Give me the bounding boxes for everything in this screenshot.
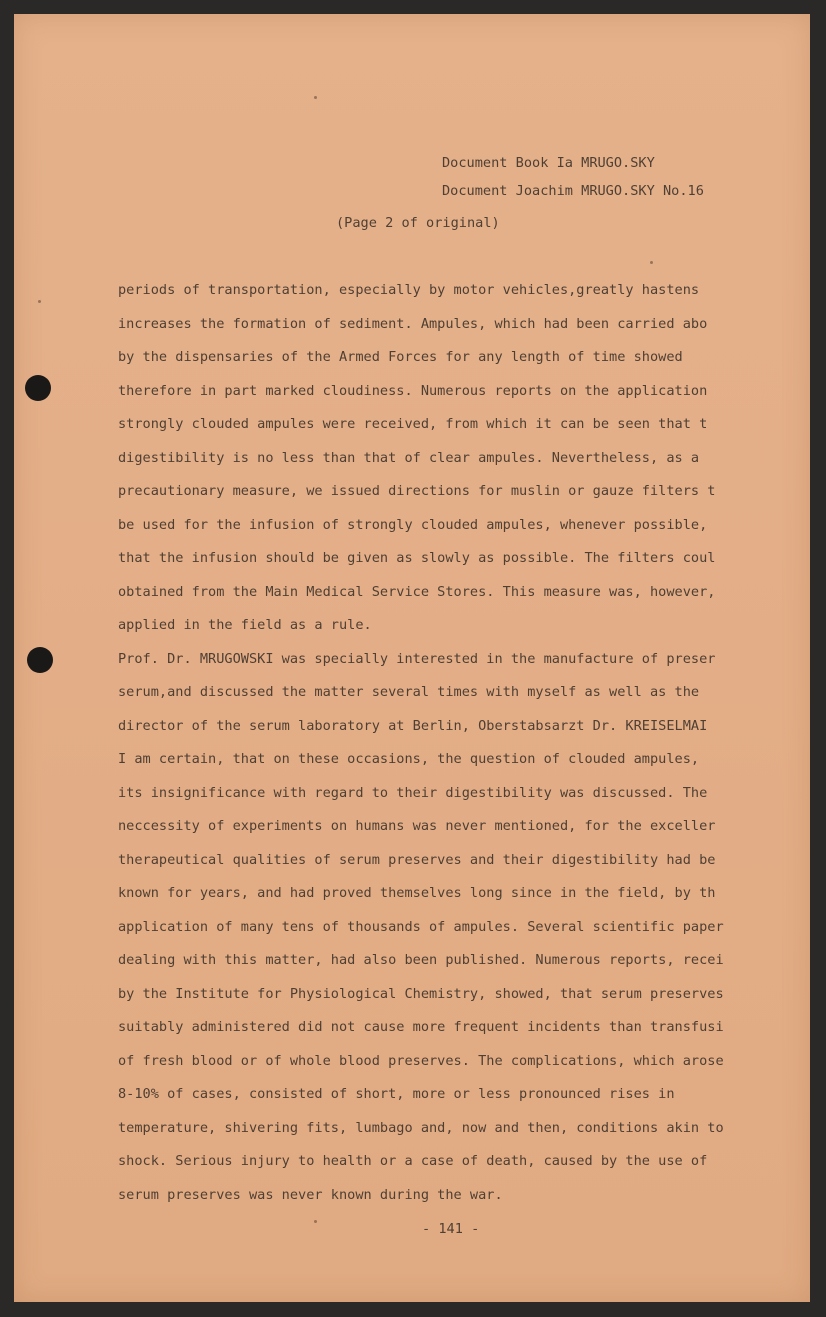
body-line: obtained from the Main Medical Service Stores. This measure was, however, [118,584,716,600]
body-line: known for years, and had proved themselves long since in the field, by th [118,885,716,901]
document-number-reference: Document Joachim MRUGO.SKY No.16 [442,183,704,199]
body-line: dealing with this matter, had also been published. Numerous reports, recei [118,952,724,968]
body-line: application of many tens of thousands of ampules. Several scientific paper [118,919,724,935]
body-line: increases the formation of sediment. Ampules, which had been carried abo [118,316,708,332]
body-line: precautionary measure, we issued directions for muslin or gauze filters t [118,483,716,499]
body-line: therapeutical qualities of serum preserves and their digestibility had be [118,852,716,868]
document-book-reference: Document Book Ia MRUGO.SKY [442,155,655,171]
body-line: periods of transportation, especially by motor vehicles,greatly hastens [118,282,700,298]
body-line: by the Institute for Physiological Chemistry, showed, that serum preserves [118,986,724,1002]
paper-speck [650,261,653,264]
paper-speck [38,300,41,303]
body-line: serum,and discussed the matter several times with myself as well as the [118,684,700,700]
body-line: 8-10% of cases, consisted of short, more or less pronounced rises in [118,1086,675,1102]
paper-speck [314,96,317,99]
body-line: director of the serum laboratory at Berlin, Oberstabsarzt Dr. KREISELMAI [118,718,708,734]
punch-hole [27,647,53,673]
body-line: its insignificance with regard to their digestibility was discussed. The [118,785,708,801]
body-line: Prof. Dr. MRUGOWSKI was specially interested in the manufacture of preser [118,651,716,667]
body-line: of fresh blood or of whole blood preserves. The complications, which arose [118,1053,724,1069]
paper-speck [314,1220,317,1223]
body-line: shock. Serious injury to health or a case of death, caused by the use of [118,1153,708,1169]
body-line: therefore in part marked cloudiness. Numerous reports on the application [118,383,708,399]
body-line: by the dispensaries of the Armed Forces for any length of time showed [118,349,683,365]
body-line: strongly clouded ampules were received, from which it can be seen that t [118,416,708,432]
body-line: digestibility is no less than that of clear ampules. Nevertheless, as a [118,450,700,466]
punch-hole [25,375,51,401]
page-number: - 141 - [422,1221,480,1237]
body-line: neccessity of experiments on humans was never mentioned, for the exceller [118,818,716,834]
body-line: be used for the infusion of strongly clouded ampules, whenever possible, [118,517,708,533]
document-page [14,14,810,1302]
body-line: applied in the field as a rule. [118,617,372,633]
body-line: I am certain, that on these occasions, the question of clouded ampules, [118,751,700,767]
body-line: serum preserves was never known during the war. [118,1187,503,1203]
body-line: that the infusion should be given as slowly as possible. The filters coul [118,550,716,566]
page-of-original-note: (Page 2 of original) [336,215,500,231]
body-line: suitably administered did not cause more frequent incidents than transfusi [118,1019,724,1035]
body-line: temperature, shivering fits, lumbago and, now and then, conditions akin to [118,1120,724,1136]
